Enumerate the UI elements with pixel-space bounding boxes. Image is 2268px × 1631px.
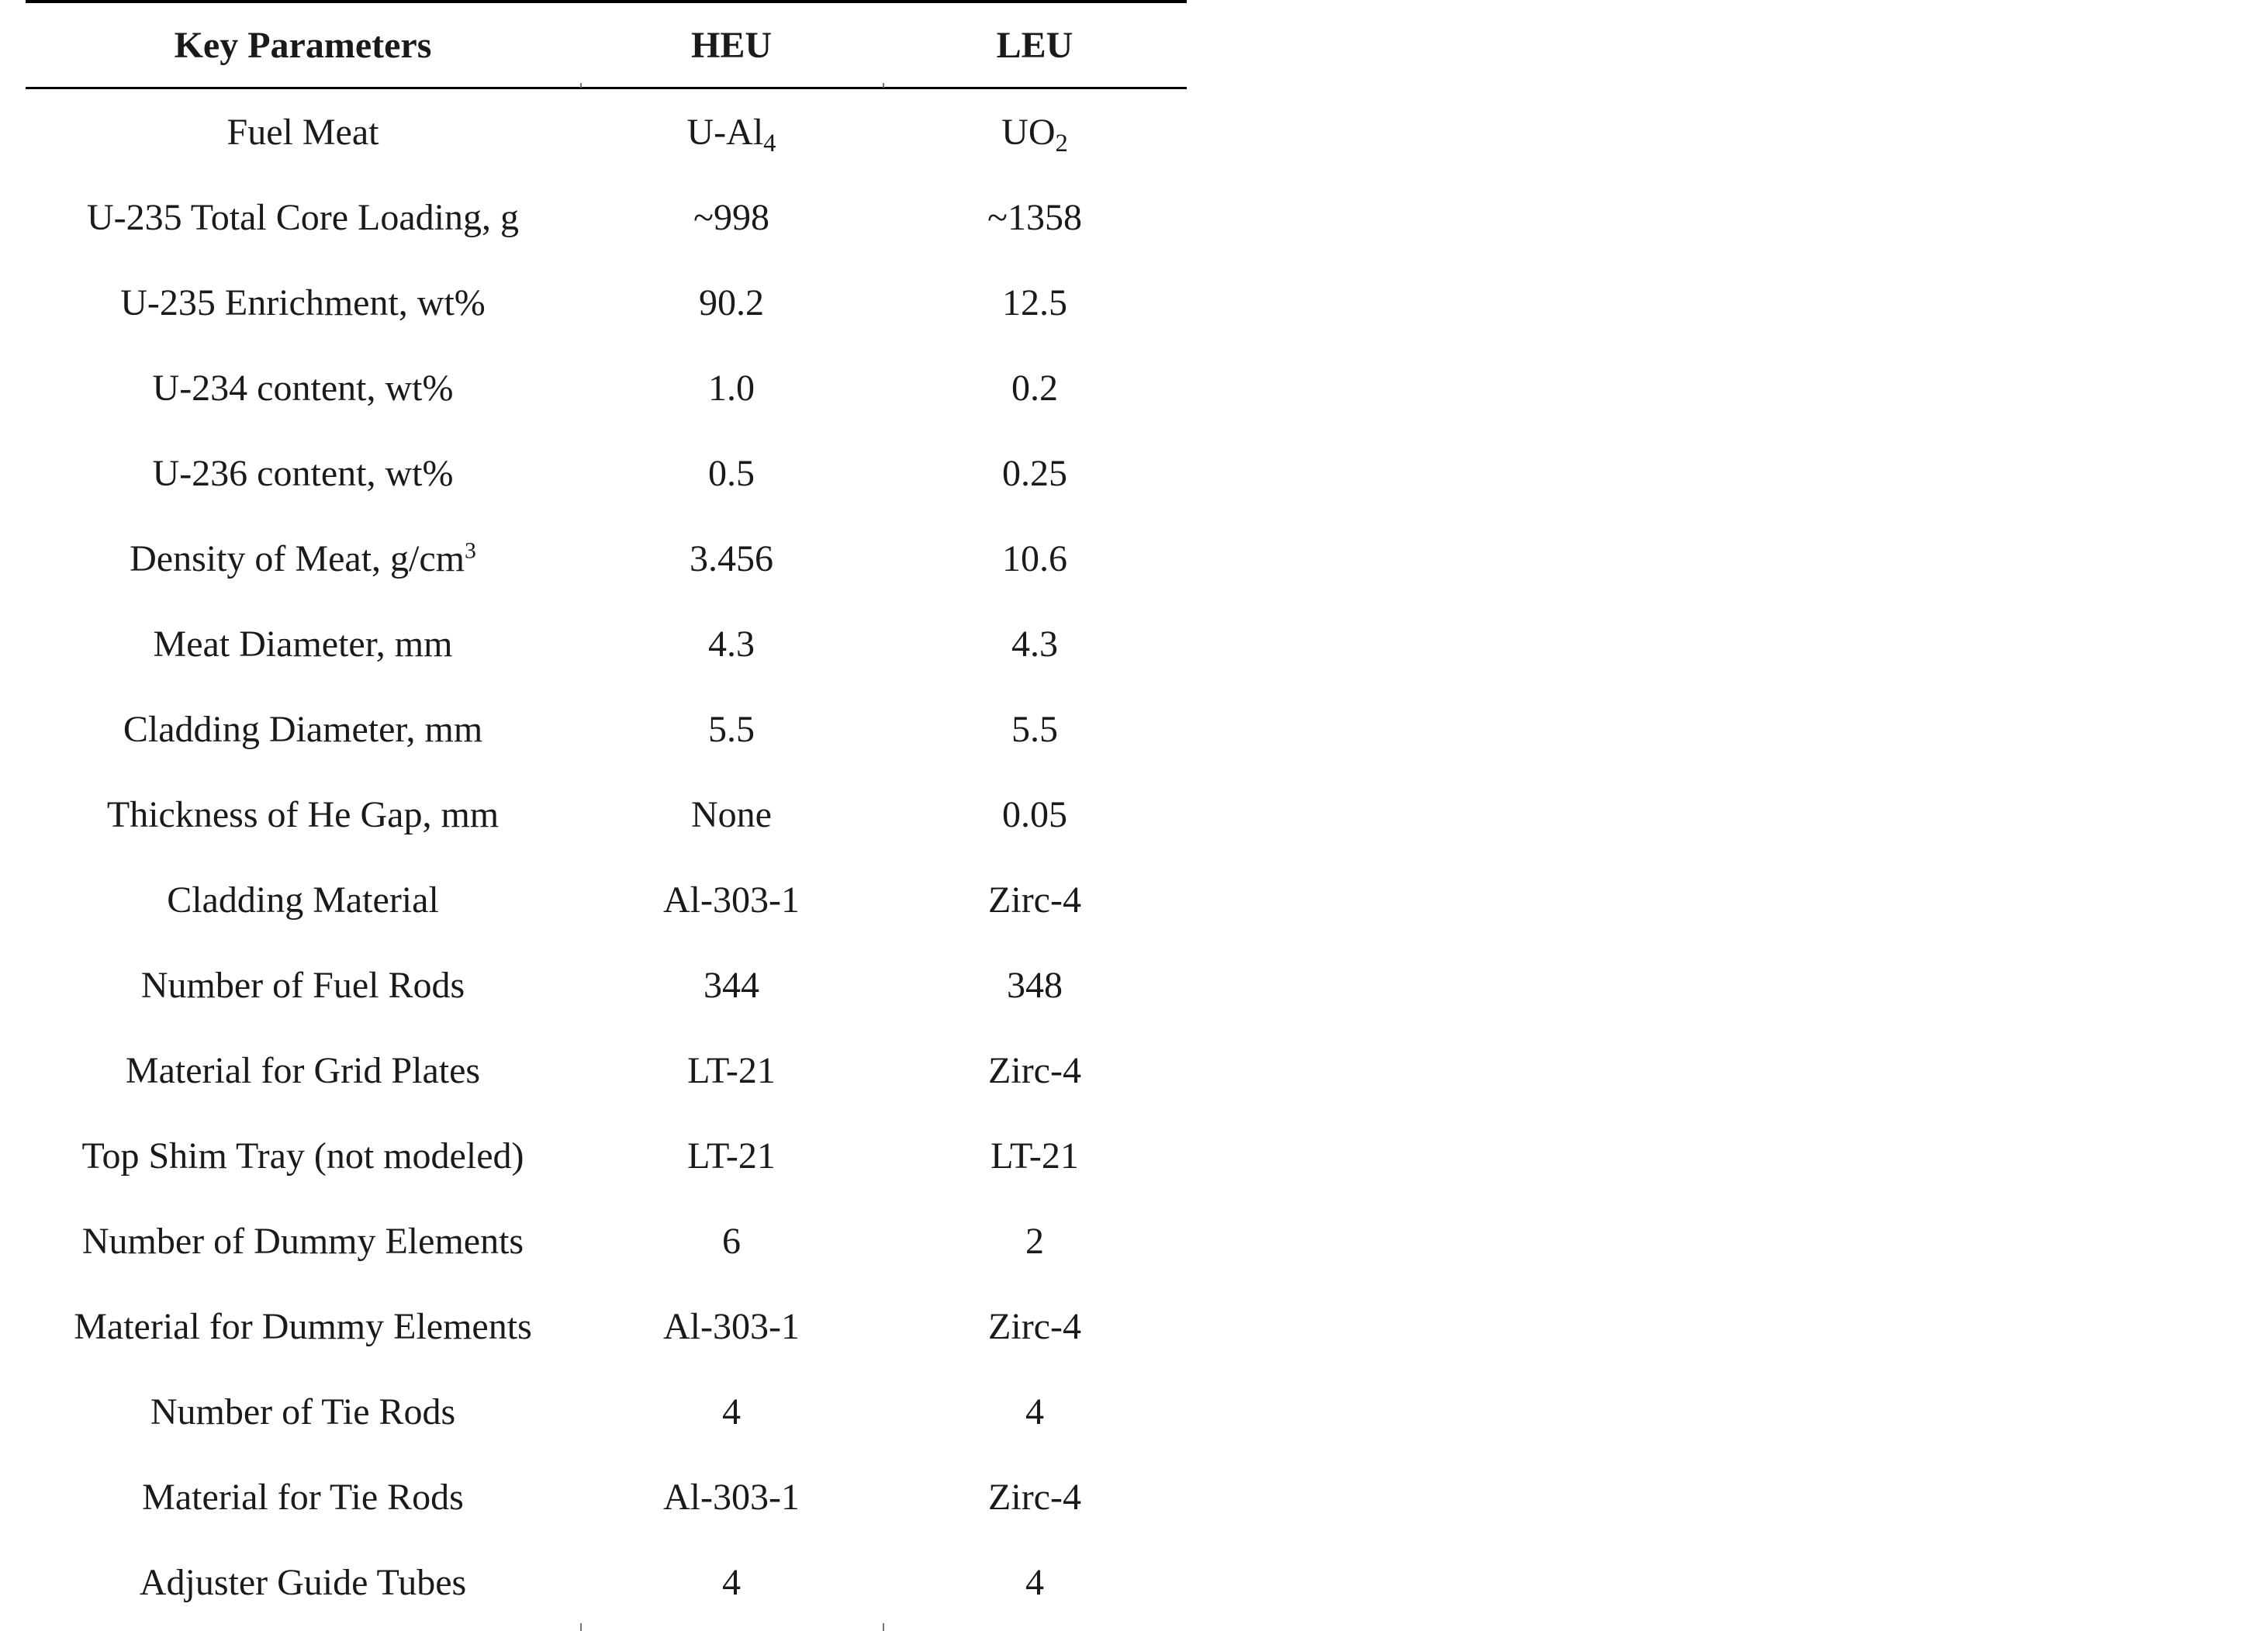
heu-formula-base: U-Al <box>686 111 764 153</box>
table-row <box>26 175 1187 260</box>
column-separator <box>883 83 884 88</box>
table-row <box>26 1113 1187 1198</box>
heu-value: 4 <box>722 1391 741 1432</box>
param-label: Meat Diameter, mm <box>153 623 453 665</box>
heu-value: 4.3 <box>708 623 755 665</box>
param-label: Number of Dummy Elements <box>81 1220 524 1262</box>
leu-value: 4 <box>1025 1391 1044 1432</box>
leu-value: 0.2 <box>1011 367 1058 409</box>
param-label: U-235 Enrichment, wt% <box>120 282 486 323</box>
leu-value: 10.6 <box>1002 537 1067 579</box>
heu-value: 6 <box>722 1220 741 1262</box>
table-row <box>26 345 1187 430</box>
param-label: U-234 content, wt% <box>152 367 454 409</box>
density-label-superscript: 3 <box>465 537 476 564</box>
table-row <box>26 1028 1187 1113</box>
leu-value: 0.05 <box>1002 793 1067 835</box>
heu-value: 5.5 <box>708 708 755 750</box>
param-label: Number of Fuel Rods <box>140 964 465 1006</box>
param-label: Material for Grid Plates <box>125 1049 481 1091</box>
heu-value <box>580 111 883 157</box>
leu-value: 12.5 <box>1002 282 1067 323</box>
param-label: Number of Tie Rods <box>150 1391 456 1432</box>
heu-value: LT-21 <box>687 1049 776 1091</box>
table-row <box>26 1454 1187 1539</box>
table-row <box>26 857 1187 942</box>
table-row <box>26 601 1187 686</box>
heu-value: 1.0 <box>708 367 755 409</box>
heu-value: None <box>691 793 772 835</box>
header-key-parameters: Key Parameters <box>174 24 432 66</box>
leu-value: 4 <box>1025 1561 1044 1603</box>
param-label: Cladding Diameter, mm <box>123 708 483 750</box>
param-label <box>26 537 580 580</box>
param-label: U-236 content, wt% <box>152 452 454 494</box>
leu-value: 2 <box>1025 1220 1044 1262</box>
table-row <box>26 942 1187 1028</box>
heu-value: Al-303-1 <box>663 1476 800 1518</box>
leu-value: Zirc-4 <box>988 1305 1081 1347</box>
param-label: Material for Tie Rods <box>142 1476 464 1518</box>
param-label: Fuel Meat <box>226 111 379 153</box>
param-label: Material for Dummy Elements <box>74 1305 532 1347</box>
leu-formula-base: UO <box>1001 111 1056 153</box>
table-row <box>26 1369 1187 1454</box>
leu-value <box>883 111 1187 157</box>
leu-value: 348 <box>1007 964 1063 1006</box>
table-row <box>26 686 1187 772</box>
table-row <box>26 1198 1187 1284</box>
param-label: Top Shim Tray (not modeled) <box>81 1135 524 1177</box>
column-separator <box>883 1623 884 1631</box>
leu-value: LT-21 <box>991 1135 1079 1177</box>
column-separator <box>580 1623 582 1631</box>
table-row <box>26 772 1187 857</box>
table-row-density <box>26 516 1187 601</box>
leu-value: Zirc-4 <box>988 879 1081 921</box>
table-header-row <box>26 3 1187 87</box>
heu-value: Al-303-1 <box>663 1305 800 1347</box>
leu-value: Zirc-4 <box>988 1476 1081 1518</box>
param-label: Cladding Material <box>167 879 439 921</box>
heu-value: 4 <box>722 1561 741 1603</box>
param-label: Thickness of He Gap, mm <box>106 793 500 835</box>
leu-formula-subscript: 2 <box>1055 129 1068 157</box>
heu-value: LT-21 <box>687 1135 776 1177</box>
heu-value: 344 <box>704 964 759 1006</box>
table-row <box>26 260 1187 345</box>
heu-formula-subscript: 4 <box>763 129 776 157</box>
table-row-fuel-meat <box>26 89 1187 175</box>
leu-value: ~1358 <box>987 196 1082 238</box>
leu-value: Zirc-4 <box>988 1049 1081 1091</box>
heu-value: 3.456 <box>690 537 773 579</box>
leu-value: 0.25 <box>1002 452 1067 494</box>
heu-value: Al-303-1 <box>663 879 800 921</box>
table-row <box>26 1539 1187 1625</box>
table-row <box>26 430 1187 516</box>
param-label: Adjuster Guide Tubes <box>139 1561 467 1603</box>
header-leu: LEU <box>996 24 1073 66</box>
leu-value: 4.3 <box>1011 623 1058 665</box>
heu-value: 0.5 <box>708 452 755 494</box>
table-row <box>26 1284 1187 1369</box>
header-heu: HEU <box>690 24 772 66</box>
leu-value: 5.5 <box>1011 708 1058 750</box>
column-separator <box>580 83 582 88</box>
heu-value: ~998 <box>693 196 769 238</box>
param-label: U-235 Total Core Loading, g <box>87 196 519 238</box>
density-label-base: Density of Meat, g/cm <box>130 537 465 579</box>
heu-value: 90.2 <box>699 282 764 323</box>
